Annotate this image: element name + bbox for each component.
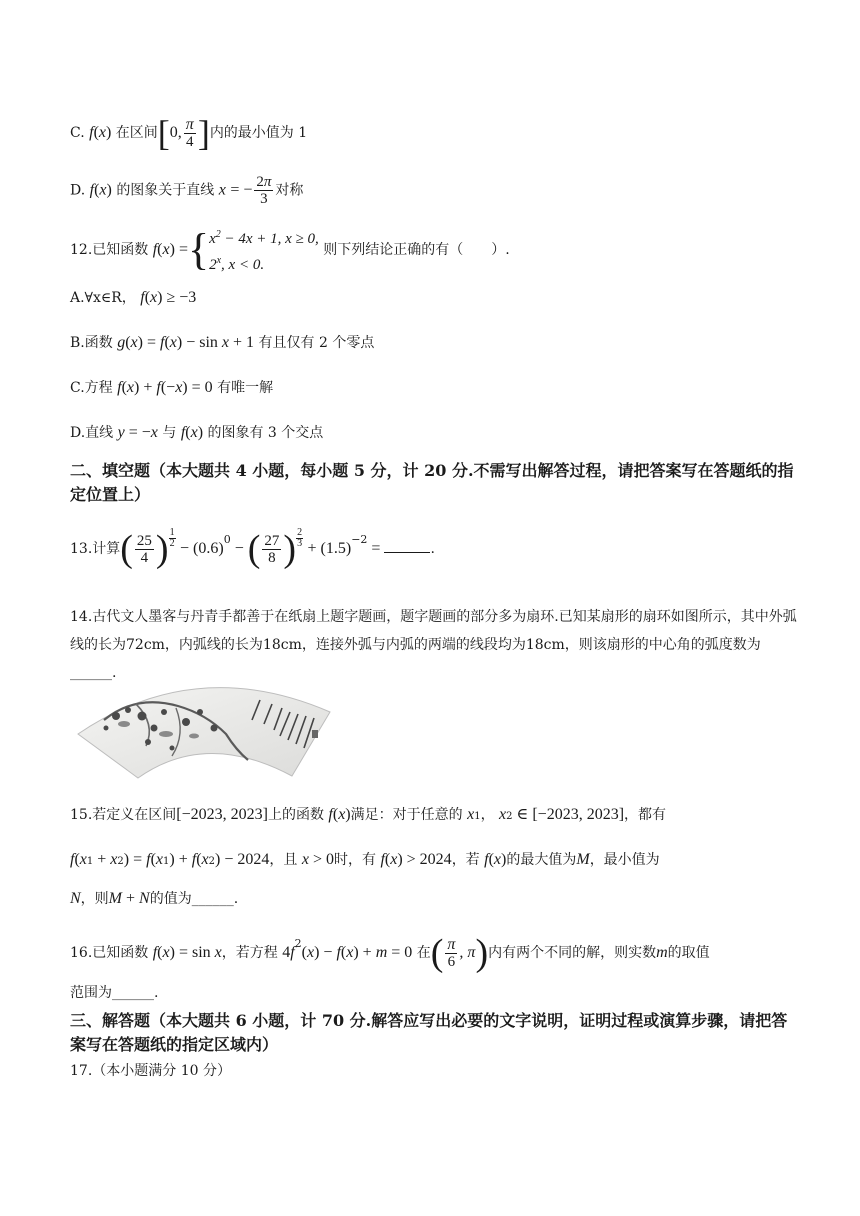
q11-option-d: D. f(x) 的图象关于直线 x = − $\frac{2\pi}{3}$ 对称 <box>70 174 304 207</box>
question-text: 内有两个不同的解，则实数 <box>488 945 657 961</box>
question-label: 12.已知函数 <box>70 242 149 258</box>
q14-text: 14.古代文人墨客与丹青手都善于在纸扇上题字题画，题字题画的部分多为扇环.已知某扇形的扇环如图所示，其中外弧线的长为72cm，内弧线的长为18cm，连接外弧与内弧的两端的线段均为18cm，则该扇形的中心角的弧度数为______. <box>70 609 797 681</box>
question-label: 13.计算 <box>70 541 121 557</box>
option-label: C.方程 <box>70 380 113 396</box>
section-heading-fill-in: 二、填空题（本大题共 4 小题，每小题 5 分，计 20 分.不需写出解答过程，请把答案写在答题纸的指定位置上） <box>70 461 794 504</box>
q15-line3: N，则M + N的值为______. <box>70 890 239 907</box>
q16-line2: 范围为______. <box>70 985 159 1001</box>
option-label: B.函数 <box>70 335 113 351</box>
question-text: 则下列结论正确的有（ ）. <box>323 242 510 258</box>
option-label: D.直线 <box>70 425 114 441</box>
q15-line1: 15.若定义在区间[−2023, 2023]上的函数 f(x)满足：对于任意的 x1， x2 ∈ [−2023, 2023]，都有 <box>70 806 667 823</box>
question-text: 的值为______. <box>149 891 239 907</box>
math-fx: f <box>89 124 94 141</box>
q12-option-c: C.方程 f(x) + f(−x) = 0 有唯一解 <box>70 379 274 396</box>
option-text: A.∀x∈R， <box>70 290 136 306</box>
option-label: C. <box>70 125 85 141</box>
option-text: 对称 <box>275 182 304 199</box>
question-text: ，若方程 <box>221 945 278 961</box>
question-text: ，若 <box>451 852 480 868</box>
option-text: 在区间 <box>115 125 158 141</box>
option-text: 内的最小值为 1 <box>209 125 308 141</box>
q13: 13.计算( $\frac{25}{4}$ ) $\frac{1}{2}$ − $(0.6)^0$ − ( $\frac{27}{8}$ ) $\frac{2}{3}$ + $(1.5)^{-2}$ = . <box>70 527 435 570</box>
question-text: 时，有 <box>333 852 376 868</box>
q12-option-b: B.函数 g(x) = f(x) − sin x + 1 有且仅有 2 个零点 <box>70 334 375 351</box>
option-label: D. <box>70 182 86 199</box>
question-text: 的取值 <box>667 945 710 961</box>
q15-line2: f(x1 + x2) = f(x1) + f(x2) − 2024，且 x > 0时，有 f(x) > 2024，若 f(x)的最大值为M，最小值为 <box>70 851 660 868</box>
option-text: 的图象有 3 个交点 <box>207 425 324 441</box>
q11-option-c: C. f(x) 在区间[0, $\frac{\pi}{4}$ ]内的最小值为 1 <box>70 113 308 153</box>
question-text: 满足：对于任意的 <box>350 807 463 823</box>
q12-stem: 12.已知函数 f(x) ={ $x^2 - 4x + 1$, x ≥ 0, 2$^x$, x < 0. 则下列结论正确的有（ ）. <box>70 225 510 274</box>
question-text: ，最小值为 <box>589 852 660 868</box>
question-label: 15.若定义在区间 <box>70 807 177 823</box>
question-text: ，且 <box>269 852 298 868</box>
question-text: 在 <box>416 945 431 961</box>
question-text: 上的函数 <box>267 807 324 823</box>
q12-option-a: A.∀x∈R， f(x) ≥ −3 <box>70 289 197 306</box>
question-label: 16.已知函数 <box>70 945 149 961</box>
q17-heading: 17.（本小题满分 10 分） <box>70 1063 231 1079</box>
fan-painting-image <box>76 664 332 784</box>
option-text: 有且仅有 2 个零点 <box>258 335 375 351</box>
q16-line1: 16.已知函数 f(x) = sin x，若方程 $4f^2(x) - f(x) + m = 0$ 在( $\frac{\pi}{6}$ , π)内有两个不同的解，则实数m的取值 <box>70 932 710 974</box>
question-text: ，都有 <box>624 807 667 823</box>
question-text: ，则 <box>80 891 109 907</box>
question-text: 的最大值为 <box>506 852 577 868</box>
section-heading-solutions: 三、解答题（本大题共 6 小题，计 70 分.解答应写出必要的文字说明，证明过程或演算步骤，请把答案写在答题纸的指定区域内） <box>70 1011 788 1054</box>
q12-option-d: D.直线 y = −x 与 f(x) 的图象有 3 个交点 <box>70 424 324 441</box>
option-text: 有唯一解 <box>217 380 274 396</box>
option-text: 与 <box>162 425 177 441</box>
option-text: 的图象关于直线 <box>116 182 215 199</box>
